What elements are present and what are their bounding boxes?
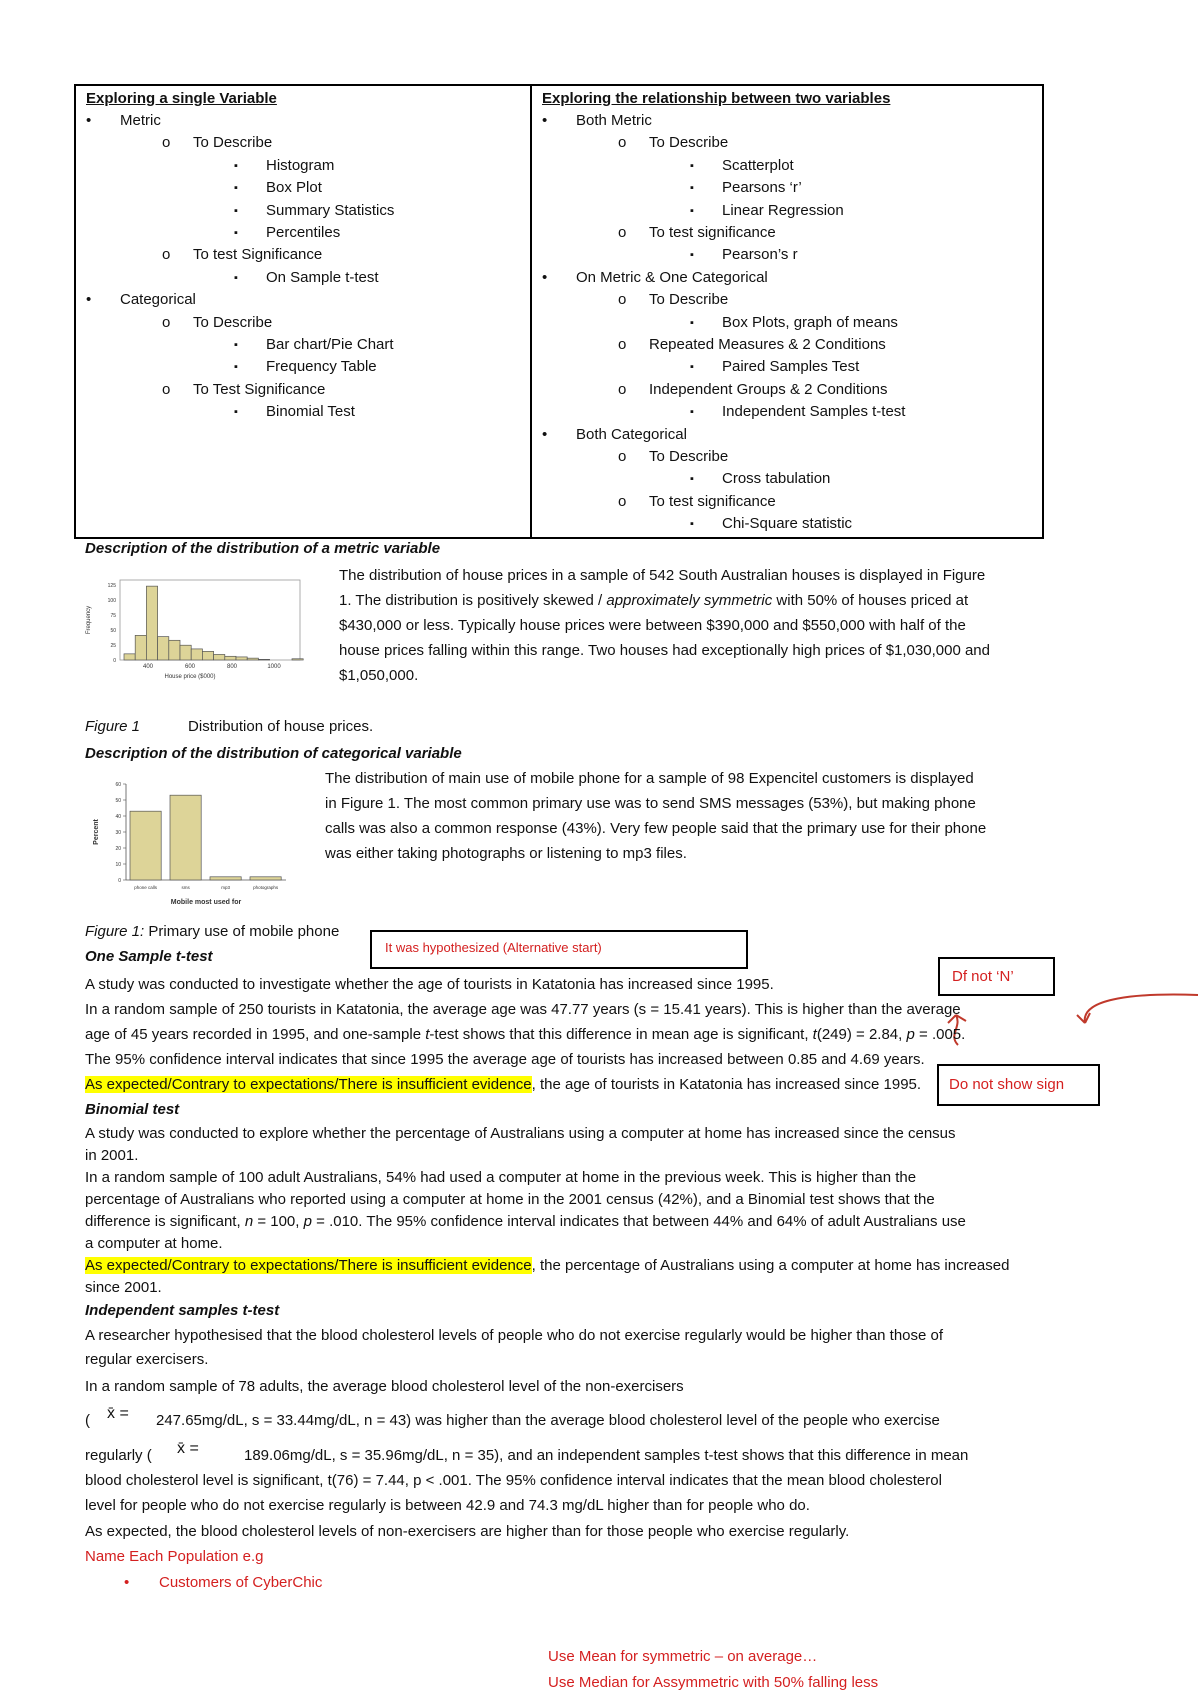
- list-bullet-icon: •: [542, 425, 548, 443]
- histogram-y-tick: 50: [110, 628, 116, 634]
- histogram-x-tick: 400: [142, 664, 154, 670]
- xbar-symbol: x̄ =: [177, 1440, 199, 1457]
- two-variable-heading: Exploring the relationship between two variables: [542, 90, 891, 107]
- histogram-y-label: Frequency: [86, 605, 92, 635]
- histogram-bar: [214, 654, 225, 660]
- independent-line-4: [85, 1411, 90, 1431]
- two-variable-list-item: Scatterplot: [722, 156, 794, 174]
- independent-line-2: regular exercisers.: [85, 1351, 209, 1368]
- single-variable-list-item: To Describe: [193, 134, 273, 152]
- histogram-bar: [158, 637, 169, 660]
- metric-line-2-tail: with 50% of houses priced at: [772, 592, 969, 609]
- metric-figure-caption: [85, 717, 373, 737]
- histogram-bar: [258, 659, 269, 660]
- list-bullet-icon: ▪: [234, 271, 238, 284]
- name-population-note: Name Each Population e.g: [85, 1548, 264, 1565]
- list-bullet-icon: ▪: [234, 406, 238, 419]
- mean-note: Use Mean for symmetric – on average…: [548, 1648, 818, 1665]
- metric-line-2-start: 1. The distribution is positively skewed /: [339, 592, 607, 609]
- independent-line-7: level for people who do not exercise regularly is between 42.9 and 74.3 mg/dL higher than for people who do.: [85, 1497, 810, 1514]
- two-variable-list-item: Linear Regression: [722, 201, 844, 219]
- two-variable-column: [532, 86, 1042, 537]
- binomial-line-8: since 2001.: [85, 1279, 162, 1296]
- seg: (: [85, 1412, 90, 1429]
- histogram-chart: [86, 580, 303, 680]
- single-variable-heading: Exploring a single Variable: [86, 90, 277, 107]
- histogram-y-tick: 125: [107, 583, 116, 589]
- independent-line-5-start: regularly (: [85, 1447, 152, 1464]
- median-note: Use Median for Assymmetric with 50% falling less: [548, 1674, 879, 1691]
- single-variable-list-item: Binomial Test: [266, 403, 355, 421]
- list-bullet-icon: ▪: [690, 316, 694, 329]
- binomial-body: [85, 1123, 1165, 1299]
- bar-y-tick: 40: [115, 814, 121, 820]
- metric-line-4: house prices falling within this range. Two houses had exceptionally high prices of $1,030,000 and: [339, 642, 990, 659]
- histogram-x-tick: 800: [226, 664, 238, 670]
- list-bullet-icon: o: [162, 134, 171, 152]
- list-bullet-icon: ▪: [690, 518, 694, 531]
- seg: age of 45 years recorded in 1995, and one-sample: [85, 1026, 426, 1043]
- binomial-line-2: in 2001.: [85, 1147, 139, 1164]
- metric-line-5: $1,050,000.: [339, 667, 419, 684]
- list-bullet-icon: o: [618, 336, 627, 353]
- one-sample-heading: One Sample t-test: [85, 948, 213, 965]
- single-variable-list-item: Metric: [120, 112, 161, 129]
- bar-x-label: Mobile most used for: [170, 899, 242, 906]
- histogram-x-tick: 1000: [267, 664, 281, 670]
- metric-line-3: $430,000 or less. Typically house prices were between $390,000 and $550,000 with half of the: [339, 617, 966, 634]
- two-variable-list-item: Pearsons ‘r’: [722, 179, 802, 197]
- list-bullet-icon: ▪: [234, 361, 238, 374]
- seg: n: [244, 1213, 254, 1230]
- hypothesized-box: [370, 930, 748, 969]
- bar-mark: [130, 811, 161, 880]
- histogram-y-tick: 75: [110, 613, 116, 619]
- customer-example: Customers of CyberChic: [159, 1574, 323, 1591]
- bar-x-tick: phone calls: [134, 885, 157, 890]
- histogram-bar: [180, 645, 191, 660]
- histogram-figure: [84, 570, 314, 692]
- list-bullet-icon: •: [86, 291, 92, 309]
- two-variable-list-item: Paired Samples Test: [722, 358, 860, 376]
- histogram-bar: [236, 657, 247, 660]
- independent-line-6: blood cholesterol level is significant, t(76) = 7.44, p < .001. The 95% confidence interval indicates that the mean blood cholesterol: [85, 1472, 942, 1489]
- one-sample-line-5: [85, 1072, 1145, 1097]
- one-sample-line-2: In a random sample of 250 tourists in Katatonia, the average age was 47.77 years (s = 15.41 years). This is higher than the average: [85, 1001, 961, 1018]
- cat-figure-caption: [85, 922, 339, 942]
- binomial-line-3: In a random sample of 100 adult Australians, 54% had used a computer at home in the previous week. This is higher than the: [85, 1169, 917, 1186]
- histogram-bar: [202, 651, 213, 660]
- bar-x-tick: photographs: [253, 885, 279, 890]
- two-variable-list-item: To Describe: [649, 291, 729, 309]
- histogram-x-tick: 600: [184, 664, 196, 670]
- metric-line-2: [339, 588, 1059, 613]
- figure-label: Figure 1:: [85, 923, 145, 940]
- list-bullet-icon: ▪: [234, 182, 238, 195]
- metric-description: [339, 563, 1059, 688]
- hypothesized-text: It was hypothesized (Alternative start): [385, 940, 602, 955]
- bar-y-tick: 60: [115, 782, 121, 788]
- list-bullet-icon: o: [618, 291, 627, 309]
- list-bullet-icon: ▪: [234, 339, 238, 351]
- two-variable-list-item: Independent Samples t-test: [722, 403, 906, 421]
- list-bullet-icon: ▪: [690, 182, 694, 195]
- seg: = .005.: [914, 1026, 966, 1043]
- two-variable-list-item: To Describe: [649, 134, 729, 152]
- bar-y-tick: 30: [115, 830, 121, 836]
- independent-line-5-text: 189.06mg/dL, s = 35.96mg/dL, n = 35), and an independent samples t-test shows that this difference in mean: [244, 1447, 969, 1464]
- histogram-bar: [135, 635, 146, 660]
- two-variable-list-item: To test significance: [649, 224, 776, 241]
- histogram-bar: [169, 640, 180, 660]
- independent-line-8: As expected, the blood cholesterol levels of non-exercisers are higher than for those people who exercise regularly.: [85, 1523, 850, 1540]
- bar-mark: [170, 795, 201, 880]
- binomial-line-5: [85, 1211, 1165, 1233]
- independent-line-3: In a random sample of 78 adults, the average blood cholesterol level of the non-exercisers: [85, 1378, 684, 1395]
- list-bullet-icon: o: [618, 380, 627, 398]
- figure-caption-text: Distribution of house prices.: [188, 718, 374, 735]
- one-sample-body: [85, 972, 1145, 1097]
- list-bullet-icon: •: [542, 112, 548, 129]
- seg: t: [812, 1026, 817, 1043]
- seg: p: [906, 1026, 915, 1043]
- independent-line-4-text: 247.65mg/dL, s = 33.44mg/dL, n = 43) was higher than the average blood cholesterol level of the people who exercise: [156, 1412, 940, 1429]
- two-variable-list-item: Repeated Measures & 2 Conditions: [649, 336, 886, 353]
- histogram-bar: [225, 656, 236, 660]
- single-variable-list-item: Summary Statistics: [266, 201, 395, 219]
- list-bullet-icon: o: [618, 224, 627, 241]
- bar-y-tick: 20: [115, 846, 121, 852]
- bar-chart: [93, 782, 286, 906]
- list-bullet-icon: ▪: [234, 227, 238, 239]
- single-variable-list-item: Histogram: [266, 156, 335, 174]
- cat-line-3: calls was also a common response (43%). Very few people said that the primary use for their phone: [325, 820, 987, 837]
- single-variable-column: [76, 86, 532, 537]
- two-variable-list-item: Independent Groups & 2 Conditions: [649, 380, 888, 398]
- single-variable-list-item: To Test Significance: [193, 380, 326, 398]
- seg: = 100,: [253, 1213, 304, 1230]
- binomial-heading: Binomial test: [85, 1101, 180, 1118]
- binomial-line-1: A study was conducted to explore whether the percentage of Australians using a computer at home has increased since the census: [85, 1125, 956, 1142]
- seg: t: [425, 1026, 430, 1043]
- binomial-line-4: percentage of Australians who reported using a computer at home in the 2001 census (42%), and a Binomial test shows that the: [85, 1191, 935, 1208]
- highlight-options: As expected/Contrary to expectations/There is insufficient evidence: [85, 1257, 532, 1274]
- two-variable-list-item: To test significance: [649, 492, 776, 510]
- histogram-x-label: House price ($000): [164, 674, 216, 680]
- single-variable-list-item: On Sample t-test: [266, 268, 379, 286]
- seg: = .010. The 95% confidence interval indicates that between 44% and 64% of adult Australians use: [311, 1213, 966, 1230]
- note-bullet: •: [124, 1574, 130, 1591]
- one-sample-line-3: [85, 1022, 1145, 1047]
- cat-line-4: was either taking photographs or listening to mp3 files.: [325, 845, 687, 862]
- list-bullet-icon: ▪: [234, 159, 238, 172]
- highlight-options: As expected/Contrary to expectations/There is insufficient evidence: [85, 1076, 532, 1093]
- independent-heading: Independent samples t-test: [85, 1302, 280, 1319]
- two-variable-list-item: Pearson’s r: [722, 246, 798, 264]
- cat-line-2: in Figure 1. The most common primary use was to send SMS messages (53%), but making phone: [325, 795, 976, 812]
- bar-x-tick: mp3: [221, 885, 230, 890]
- binomial-line-7: [85, 1255, 1165, 1277]
- single-variable-list-item: To Describe: [193, 313, 273, 331]
- histogram-bar: [124, 654, 135, 660]
- list-bullet-icon: o: [162, 313, 171, 331]
- metric-section-heading: Description of the distribution of a metric variable: [85, 540, 441, 557]
- bar-mark: [250, 877, 281, 880]
- metric-line-1: The distribution of house prices in a sample of 542 South Australian houses is displayed in Figure: [339, 567, 986, 584]
- list-bullet-icon: o: [618, 492, 627, 510]
- two-variable-list-item: Chi-Square statistic: [722, 515, 853, 533]
- bar-chart-figure: [84, 772, 304, 917]
- seg: (249) = 2.84,: [816, 1026, 907, 1043]
- bar-y-tick: 50: [115, 798, 121, 804]
- list-bullet-icon: o: [162, 246, 171, 264]
- single-variable-list-item: To test Significance: [193, 246, 323, 264]
- two-variable-list-item: On Metric & One Categorical: [576, 268, 768, 286]
- list-bullet-icon: ▪: [690, 406, 694, 419]
- two-variable-list-item: To Describe: [649, 448, 729, 465]
- list-bullet-icon: ▪: [234, 204, 238, 217]
- list-bullet-icon: ▪: [690, 204, 694, 217]
- figure-label: Figure 1: [85, 718, 141, 735]
- bar-y-tick: 10: [115, 862, 121, 868]
- seg: , the percentage of Australians using a computer at home has increased: [531, 1257, 1010, 1274]
- seg: difference is significant,: [85, 1213, 245, 1230]
- two-variable-list-item: Box Plots, graph of means: [722, 313, 898, 331]
- metric-line-2-italic: approximately symmetric: [606, 592, 773, 609]
- bar-y-label: Percent: [93, 819, 100, 845]
- cat-line-1: The distribution of main use of mobile phone for a sample of 98 Expencitel customers is displayed: [325, 770, 974, 787]
- independent-line-1: A researcher hypothesised that the blood cholesterol levels of people who do not exercise regularly would be higher than those of: [85, 1327, 944, 1344]
- list-bullet-icon: ▪: [690, 361, 694, 374]
- seg: p: [303, 1213, 312, 1230]
- histogram-y-tick: 0: [113, 658, 116, 664]
- list-bullet-icon: ▪: [690, 159, 694, 172]
- list-bullet-icon: •: [542, 268, 548, 286]
- df-note-text: Df not ‘N’: [952, 968, 1014, 985]
- bar-mark: [210, 877, 241, 880]
- binomial-line-6: a computer at home.: [85, 1235, 223, 1252]
- categorical-section-heading: Description of the distribution of categorical variable: [85, 745, 462, 762]
- single-variable-list-item: Bar chart/Pie Chart: [266, 336, 394, 353]
- single-variable-list-item: Frequency Table: [266, 358, 377, 376]
- seg: -test shows that this difference in mean age is significant,: [429, 1026, 813, 1043]
- list-bullet-icon: ▪: [690, 473, 694, 486]
- list-bullet-icon: o: [162, 380, 171, 398]
- single-variable-list-item: Categorical: [120, 291, 196, 309]
- figure-caption-text: Primary use of mobile phone: [144, 923, 340, 940]
- one-sample-line-1: A study was conducted to investigate whether the age of tourists in Katatonia has increased since 1995.: [85, 976, 774, 993]
- list-bullet-icon: o: [618, 134, 627, 152]
- sign-note-text: Do not show sign: [949, 1076, 1065, 1093]
- xbar-symbol: x̄ =: [107, 1405, 129, 1422]
- bar-y-tick: 0: [118, 878, 121, 884]
- two-variable-list-item: Both Categorical: [576, 425, 687, 443]
- single-variable-list-item: Percentiles: [266, 224, 341, 241]
- analysis-reference-table: [74, 84, 1044, 539]
- histogram-y-tick: 100: [107, 598, 116, 604]
- list-bullet-icon: •: [86, 112, 92, 129]
- two-variable-list-item: Cross tabulation: [722, 470, 831, 488]
- bar-x-tick: sms: [181, 885, 190, 890]
- list-bullet-icon: ▪: [690, 249, 694, 262]
- histogram-y-tick: 25: [110, 643, 116, 649]
- histogram-bar: [191, 649, 202, 660]
- seg: , the age of tourists in Katatonia has increased since 1995.: [531, 1076, 922, 1093]
- histogram-bar: [292, 659, 303, 660]
- histogram-bar: [146, 586, 157, 660]
- single-variable-list-item: Box Plot: [266, 179, 322, 197]
- histogram-bar: [247, 658, 258, 660]
- categorical-description: [325, 766, 1055, 866]
- one-sample-line-4: The 95% confidence interval indicates that since 1995 the average age of tourists has increased between 0.85 and 4.69 years.: [85, 1051, 925, 1068]
- list-bullet-icon: o: [618, 448, 627, 465]
- two-variable-list-item: Both Metric: [576, 112, 652, 129]
